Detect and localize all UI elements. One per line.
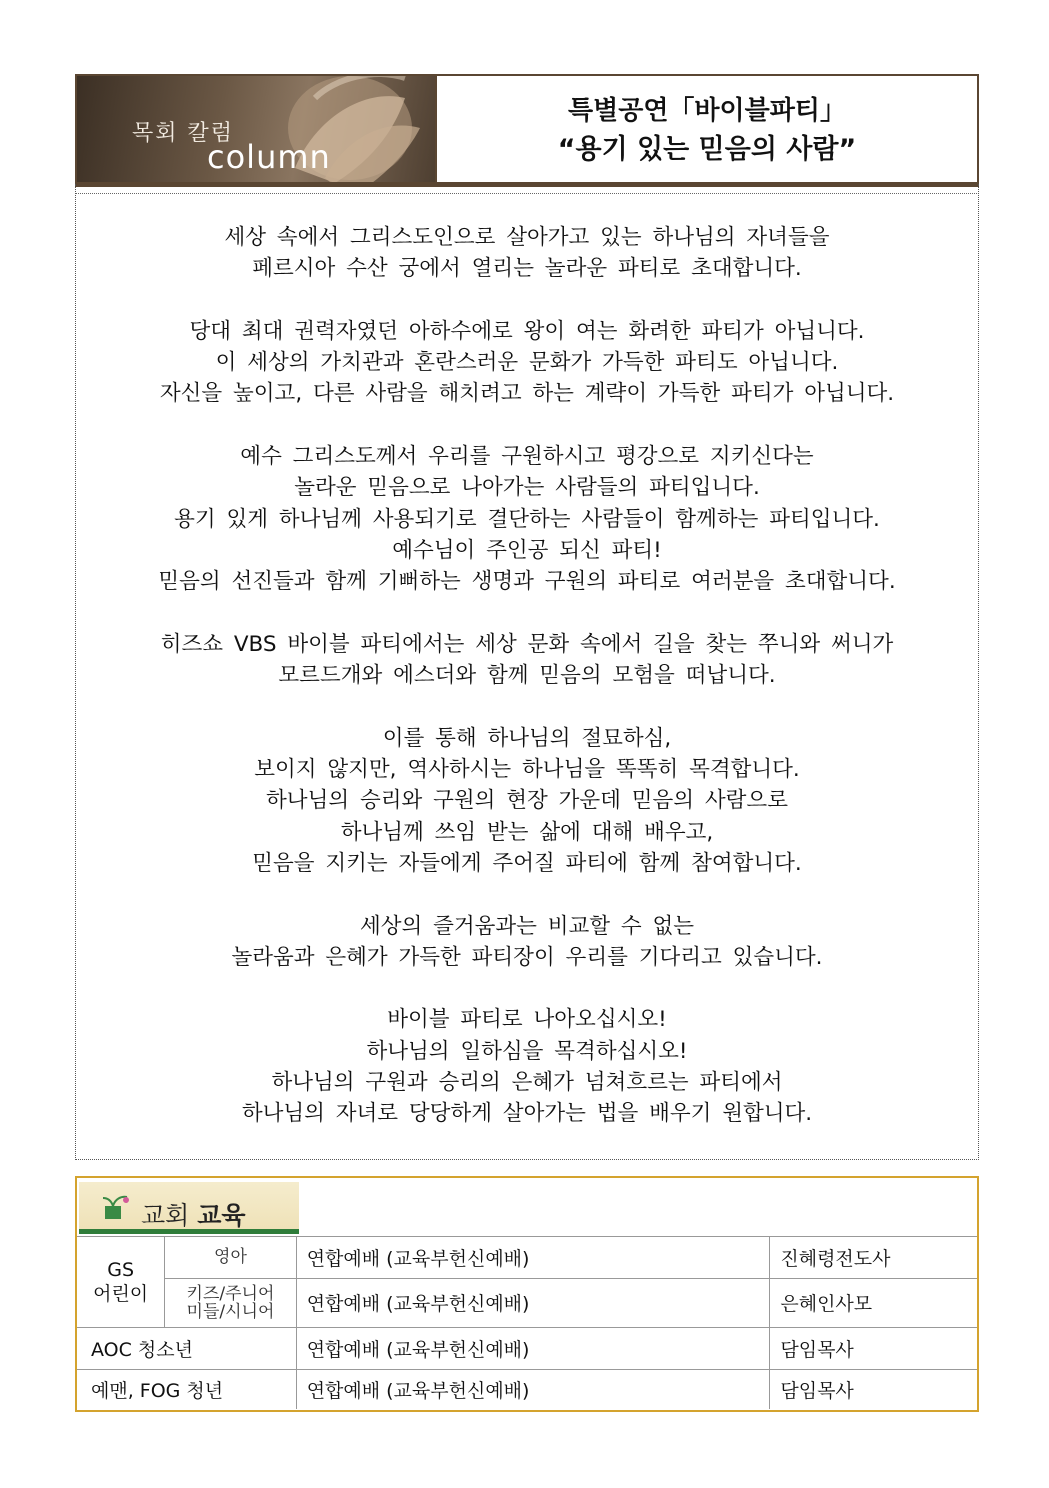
text-line: 하나님께 쓰임 받는 삶에 대해 배우고, — [340, 819, 714, 845]
service-name: 연합예배 (교육부헌신예배) — [296, 1327, 770, 1369]
group-gs-children: GS 어린이 — [77, 1237, 165, 1327]
leader-name: 담임목사 — [780, 1379, 854, 1402]
subgroup-kids-junior — [165, 1278, 296, 1327]
service-name: 연합예배 (교육부헌신예배) — [296, 1278, 770, 1327]
table-row — [77, 1278, 977, 1327]
education-title-bold: 교육 — [197, 1201, 246, 1230]
group-aoc-youth: AOC 청소년 — [77, 1327, 296, 1369]
paragraph — [76, 723, 978, 879]
text-line: 당대 최대 권력자였던 아하수에로 왕이 여는 화려한 파티가 아닙니다. — [189, 318, 865, 344]
text-line: 페르시아 수산 궁에서 열리는 놀라운 파티로 초대합니다. — [252, 256, 802, 282]
banner-english-label: column — [207, 138, 331, 176]
text-line: 예수 그리스도께서 우리를 구원하시고 평강으로 지키신다는 — [240, 444, 814, 470]
table-row — [77, 1237, 977, 1278]
leader-name: 은혜인사모 — [770, 1278, 977, 1327]
subgroup-line: 키즈/주니어 — [186, 1283, 275, 1304]
text-line: 용기 있게 하나님께 사용되기로 결단하는 사람들이 함께하는 파티입니다. — [174, 506, 880, 532]
text-line: 보이지 않지만, 역사하시는 하나님을 똑똑히 목격합니다. — [254, 757, 800, 783]
education-header — [77, 1178, 977, 1237]
service-name: 연합예배 (교육부헌신예배) — [296, 1369, 770, 1409]
text-line: 히즈쇼 VBS 바이블 파티에서는 세상 문화 속에서 길을 찾는 쭈니와 써니가 — [160, 631, 894, 657]
paragraph — [76, 1004, 978, 1129]
text-line: 모르드개와 에스더와 함께 믿음의 모험을 떠납니다. — [278, 663, 776, 689]
text-line: 예수님이 주인공 되신 파티! — [392, 537, 662, 563]
table-row — [77, 1327, 977, 1369]
paragraph — [76, 316, 978, 410]
column-title-line1: 특별공연「바이블파티」 — [567, 96, 847, 126]
text-line: 세상의 즐거움과는 비교할 수 없는 — [359, 913, 695, 939]
education-schedule-table — [77, 1237, 977, 1409]
education-badge — [79, 1182, 299, 1234]
text-line: 이 세상의 가치관과 혼란스러운 문화가 가득한 파티도 아닙니다. — [215, 350, 839, 376]
column-title-line2: “용기 있는 믿음의 사람” — [557, 134, 857, 165]
subgroup-infant: 영아 — [165, 1237, 296, 1278]
paragraph — [76, 441, 978, 597]
text-line: 하나님의 자녀로 당당하게 살아가는 법을 배우기 원합니다. — [241, 1101, 813, 1127]
text-line: 놀라움과 은혜가 가득한 파티장이 우리를 기다리고 있습니다. — [231, 944, 823, 970]
service-name: 연합예배 (교육부헌신예배) — [296, 1237, 770, 1278]
text-line: 믿음의 선진들과 함께 기뻐하는 생명과 구원의 파티로 여러분을 초대합니다. — [158, 569, 896, 595]
education-title — [141, 1196, 246, 1232]
column-banner — [77, 76, 435, 182]
table-row — [77, 1369, 977, 1409]
plant-pot-icon — [97, 1194, 131, 1220]
paragraph — [76, 911, 978, 974]
church-education-section — [75, 1176, 979, 1412]
text-line: 믿음을 지키는 자들에게 주어질 파티에 함께 참여합니다. — [252, 850, 802, 876]
paragraph — [76, 222, 978, 285]
column-article — [75, 184, 979, 1160]
text-line: 바이블 파티로 나아오십시오! — [387, 1007, 667, 1033]
column-header — [75, 74, 979, 184]
text-line: 이를 통해 하나님의 절묘하심, — [382, 725, 672, 751]
paragraph — [76, 629, 978, 692]
text-line: 자신을 높이고, 다른 사람을 해치려고 하는 계략이 가득한 파티가 아닙니다. — [159, 381, 895, 407]
text-line: 하나님의 승리와 구원의 현장 가운데 믿음의 사람으로 — [266, 788, 788, 814]
text-line: 하나님의 구원과 승리의 은혜가 넘쳐흐르는 파티에서 — [271, 1070, 783, 1096]
banner-korean-label: 목회 칼럼 — [132, 121, 235, 146]
education-title-plain: 교회 — [141, 1201, 198, 1230]
group-young-adults: 예맨, FOG 청년 — [77, 1369, 296, 1409]
text-line: 세상 속에서 그리스도인으로 살아가고 있는 하나님의 자녀들을 — [224, 225, 830, 250]
text-line: 놀라운 믿음으로 나아가는 사람들의 파티입니다. — [294, 475, 760, 501]
leader-name: 진혜령전도사 — [770, 1237, 977, 1278]
leader-name: 담임목사 — [770, 1327, 977, 1369]
text-line: 하나님의 일하심을 목격하십시오! — [366, 1038, 688, 1064]
subgroup-line: 미들/시니어 — [186, 1301, 275, 1322]
column-title — [435, 76, 977, 182]
